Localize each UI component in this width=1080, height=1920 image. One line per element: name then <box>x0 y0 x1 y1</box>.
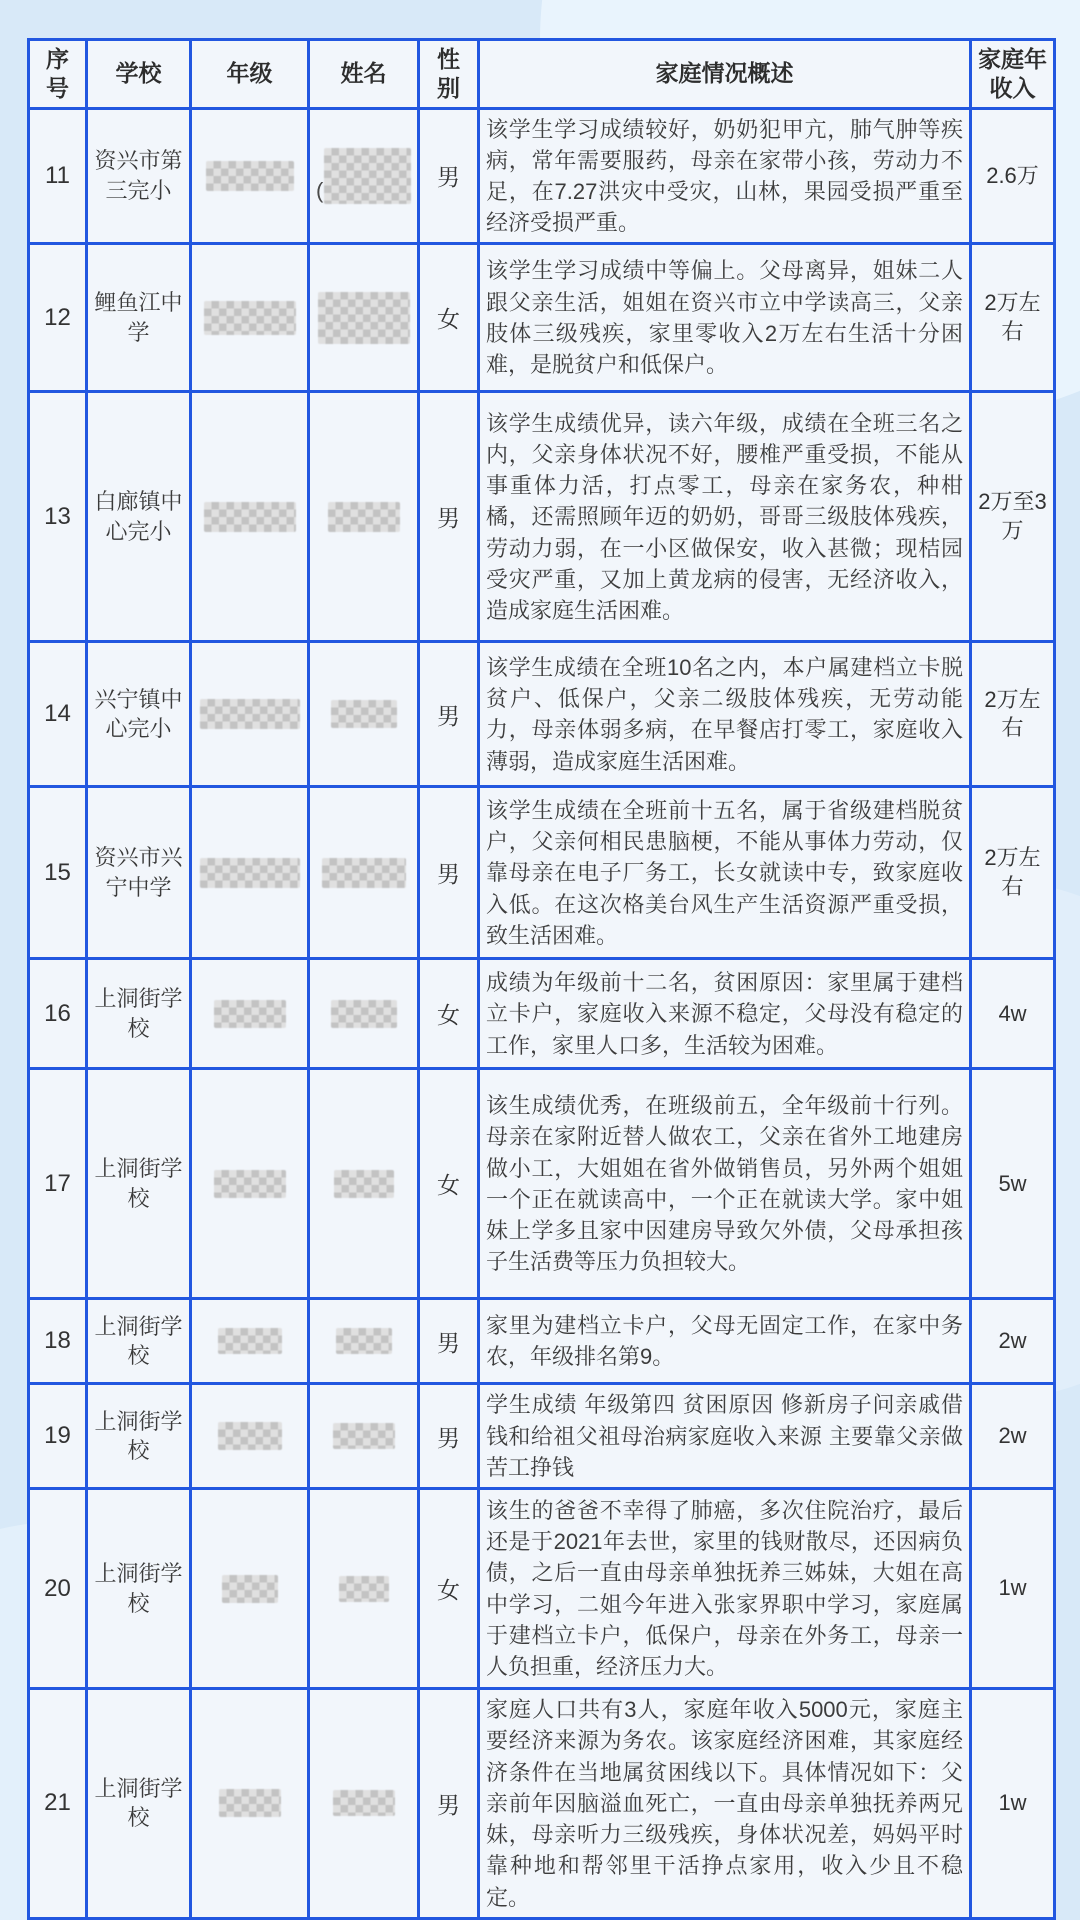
grade-redaction-mosaic <box>222 1575 278 1603</box>
cell-serial: 16 <box>29 959 87 1069</box>
header-grade: 年级 <box>191 40 309 109</box>
cell-name-redacted <box>309 244 419 392</box>
name-redaction-mosaic <box>331 700 397 728</box>
cell-gender: 男 <box>419 1299 479 1384</box>
cell-annual-income: 4w <box>971 959 1055 1069</box>
table-row <box>29 959 1055 1069</box>
cell-school: 上洞街学校 <box>87 1069 191 1299</box>
cell-family-description: 该学生学习成绩较好，奶奶犯甲亢，肺气肿等疾病，常年需要服药，母亲在家带小孩，劳动力不足，在7.27洪灾中受灾，山林，果园受损严重至经济受损严重。 <box>479 108 971 244</box>
grade-redaction-mosaic <box>204 301 296 335</box>
cell-grade-redacted <box>191 1069 309 1299</box>
grade-redaction-mosaic <box>206 161 294 191</box>
cell-serial: 12 <box>29 244 87 392</box>
cell-name-redacted <box>309 1689 419 1919</box>
table-row <box>29 108 1055 244</box>
header-serial: 序号 <box>29 40 87 109</box>
cell-serial: 17 <box>29 1069 87 1299</box>
name-prefix-paren: ( <box>316 177 324 203</box>
table-row <box>29 1299 1055 1384</box>
cell-annual-income: 2万左右 <box>971 244 1055 392</box>
name-redaction-mosaic <box>336 1328 392 1354</box>
cell-annual-income: 2万左右 <box>971 787 1055 959</box>
cell-family-description: 该生的爸爸不幸得了肺癌，多次住院治疗，最后还是于2021年去世，家里的钱财散尽，还因病负债，之后一直由母亲单独抚养三姊妹，大姐在高中学习，二姐今年进入张家界职中学习，家庭属于建档立卡户，低保户，母亲在外务工，母亲一人负担重，经济压力大。 <box>479 1489 971 1689</box>
cell-name-redacted <box>309 787 419 959</box>
cell-annual-income: 1w <box>971 1689 1055 1919</box>
cell-name-redacted <box>309 1489 419 1689</box>
cell-school: 上洞街学校 <box>87 1299 191 1384</box>
cell-family-description: 该生成绩优秀，在班级前五，全年级前十行列。母亲在家附近替人做农工，父亲在省外工地建房做小工，大姐姐在省外做销售员，另外两个姐姐一个正在就读高中，一个正在就读大学。家中姐妹上学多且家中因建房导致欠外债，父母承担孩子生活费等压力负担较大。 <box>479 1069 971 1299</box>
name-redaction-mosaic <box>324 148 411 204</box>
cell-name-redacted <box>309 959 419 1069</box>
table-row <box>29 642 1055 787</box>
cell-family-description: 该学生成绩优异，读六年级，成绩在全班三名之内，父亲身体状况不好，腰椎严重受损，不能从事重体力活，打点零工，母亲在家务农，种柑橘，还需照顾年迈的奶奶，哥哥三级肢体残疾，劳动力弱，在一小区做保安，收入甚微；现桔园受灾严重，又加上黄龙病的侵害，无经济收入，造成家庭生活困难。 <box>479 392 971 642</box>
cell-serial: 11 <box>29 108 87 244</box>
cell-name-redacted <box>309 1384 419 1489</box>
student-family-aid-table <box>27 38 1056 1920</box>
cell-annual-income: 1w <box>971 1489 1055 1689</box>
header-gender: 性别 <box>419 40 479 109</box>
cell-school: 资兴市第三完小 <box>87 108 191 244</box>
cell-gender: 女 <box>419 1069 479 1299</box>
cell-grade-redacted <box>191 1689 309 1919</box>
cell-family-description: 该学生学习成绩中等偏上。父母离异，姐妹二人跟父亲生活，姐姐在资兴市立中学读高三，父亲肢体三级残疾，家里零收入2万左右生活十分困难，是脱贫户和低保户。 <box>479 244 971 392</box>
table-row <box>29 392 1055 642</box>
name-redaction-wrap <box>316 700 411 728</box>
cell-gender: 男 <box>419 642 479 787</box>
cell-gender: 女 <box>419 1489 479 1689</box>
header-name: 姓名 <box>309 40 419 109</box>
name-redaction-mosaic <box>318 292 410 344</box>
cell-gender: 男 <box>419 392 479 642</box>
name-redaction-wrap <box>316 148 411 204</box>
grade-redaction-mosaic <box>218 1328 282 1354</box>
cell-annual-income: 2w <box>971 1299 1055 1384</box>
cell-school: 上洞街学校 <box>87 1689 191 1919</box>
cell-grade-redacted <box>191 392 309 642</box>
header-family-situation: 家庭情况概述 <box>479 40 971 109</box>
table-row <box>29 1069 1055 1299</box>
name-redaction-wrap <box>316 1170 411 1198</box>
cell-school: 资兴市兴宁中学 <box>87 787 191 959</box>
name-redaction-wrap <box>316 502 411 532</box>
name-redaction-wrap <box>316 292 411 344</box>
name-redaction-wrap <box>316 1790 411 1816</box>
cell-school: 鲤鱼江中学 <box>87 244 191 392</box>
table-body <box>29 108 1055 1918</box>
cell-grade-redacted <box>191 1489 309 1689</box>
name-redaction-wrap <box>316 1576 411 1602</box>
table-row <box>29 787 1055 959</box>
cell-annual-income: 2万左右 <box>971 642 1055 787</box>
table-row <box>29 1384 1055 1489</box>
name-redaction-mosaic <box>333 1790 395 1816</box>
name-redaction-mosaic <box>334 1170 394 1198</box>
cell-serial: 18 <box>29 1299 87 1384</box>
table-row <box>29 244 1055 392</box>
cell-grade-redacted <box>191 108 309 244</box>
cell-name-redacted <box>309 1299 419 1384</box>
cell-name-redacted <box>309 1069 419 1299</box>
cell-grade-redacted <box>191 959 309 1069</box>
cell-grade-redacted <box>191 244 309 392</box>
header-family-income: 家庭年收入 <box>971 40 1055 109</box>
cell-family-description: 该学生成绩在全班前十五名，属于省级建档脱贫户，父亲何相民患脑梗，不能从事体力劳动，仅靠母亲在电子厂务工，长女就读中专，致家庭收入低。在这次格美台风生产生活资源严重受损，致生活困难。 <box>479 787 971 959</box>
cell-annual-income: 2万至3万 <box>971 392 1055 642</box>
table-row <box>29 1489 1055 1689</box>
cell-serial: 20 <box>29 1489 87 1689</box>
cell-serial: 21 <box>29 1689 87 1919</box>
name-redaction-wrap <box>316 1000 411 1028</box>
cell-grade-redacted <box>191 642 309 787</box>
cell-gender: 男 <box>419 108 479 244</box>
grade-redaction-mosaic <box>219 1789 281 1817</box>
cell-school: 上洞街学校 <box>87 959 191 1069</box>
header-row <box>29 40 1055 109</box>
cell-gender: 男 <box>419 1689 479 1919</box>
grade-redaction-mosaic <box>200 699 300 729</box>
cell-school: 上洞街学校 <box>87 1489 191 1689</box>
cell-grade-redacted <box>191 1299 309 1384</box>
cell-serial: 14 <box>29 642 87 787</box>
name-redaction-mosaic <box>331 1000 397 1028</box>
cell-annual-income: 5w <box>971 1069 1055 1299</box>
cell-school: 兴宁镇中心完小 <box>87 642 191 787</box>
table-row <box>29 1689 1055 1919</box>
cell-family-description: 家庭人口共有3人，家庭年收入5000元，家庭主要经济来源为务农。该家庭经济困难，其家庭经济条件在当地属贫困线以下。具体情况如下：父亲前年因脑溢血死亡，一直由母亲单独抚养两兄妹，母亲听力三级残疾，身体状况差，妈妈平时靠种地和帮邻里干活挣点家用，收入少且不稳定。 <box>479 1689 971 1919</box>
cell-school: 白廊镇中心完小 <box>87 392 191 642</box>
cell-serial: 15 <box>29 787 87 959</box>
name-redaction-mosaic <box>322 858 406 888</box>
grade-redaction-mosaic <box>218 1422 282 1450</box>
cell-family-description: 学生成绩 年级第四 贫困原因 修新房子问亲戚借钱和给祖父祖母治病家庭收入来源 主要靠父亲做苦工挣钱 <box>479 1384 971 1489</box>
grade-redaction-mosaic <box>214 1000 286 1028</box>
cell-gender: 男 <box>419 1384 479 1489</box>
cell-school: 上洞街学校 <box>87 1384 191 1489</box>
cell-gender: 女 <box>419 244 479 392</box>
grade-redaction-mosaic <box>214 1170 286 1198</box>
name-redaction-mosaic <box>333 1423 395 1449</box>
header-school: 学校 <box>87 40 191 109</box>
name-redaction-mosaic <box>328 502 400 532</box>
cell-name-redacted <box>309 392 419 642</box>
cell-grade-redacted <box>191 1384 309 1489</box>
grade-redaction-mosaic <box>200 858 300 888</box>
cell-serial: 13 <box>29 392 87 642</box>
cell-grade-redacted <box>191 787 309 959</box>
grade-redaction-mosaic <box>204 502 296 532</box>
cell-name-redacted <box>309 108 419 244</box>
name-redaction-wrap <box>316 1423 411 1449</box>
cell-family-description: 成绩为年级前十二名，贫困原因：家里属于建档立卡户，家庭收入来源不稳定，父母没有稳定的工作，家里人口多，生活较为困难。 <box>479 959 971 1069</box>
name-redaction-mosaic <box>339 1576 389 1602</box>
cell-annual-income: 2w <box>971 1384 1055 1489</box>
name-redaction-wrap <box>316 858 411 888</box>
cell-gender: 女 <box>419 959 479 1069</box>
cell-name-redacted <box>309 642 419 787</box>
cell-family-description: 该学生成绩在全班10名之内，本户属建档立卡脱贫户、低保户，父亲二级肢体残疾，无劳动能力，母亲体弱多病，在早餐店打零工，家庭收入薄弱，造成家庭生活困难。 <box>479 642 971 787</box>
cell-annual-income: 2.6万 <box>971 108 1055 244</box>
name-redaction-wrap <box>316 1328 411 1354</box>
cell-serial: 19 <box>29 1384 87 1489</box>
cell-gender: 男 <box>419 787 479 959</box>
cell-family-description: 家里为建档立卡户，父母无固定工作，在家中务农，年级排名第9。 <box>479 1299 971 1384</box>
